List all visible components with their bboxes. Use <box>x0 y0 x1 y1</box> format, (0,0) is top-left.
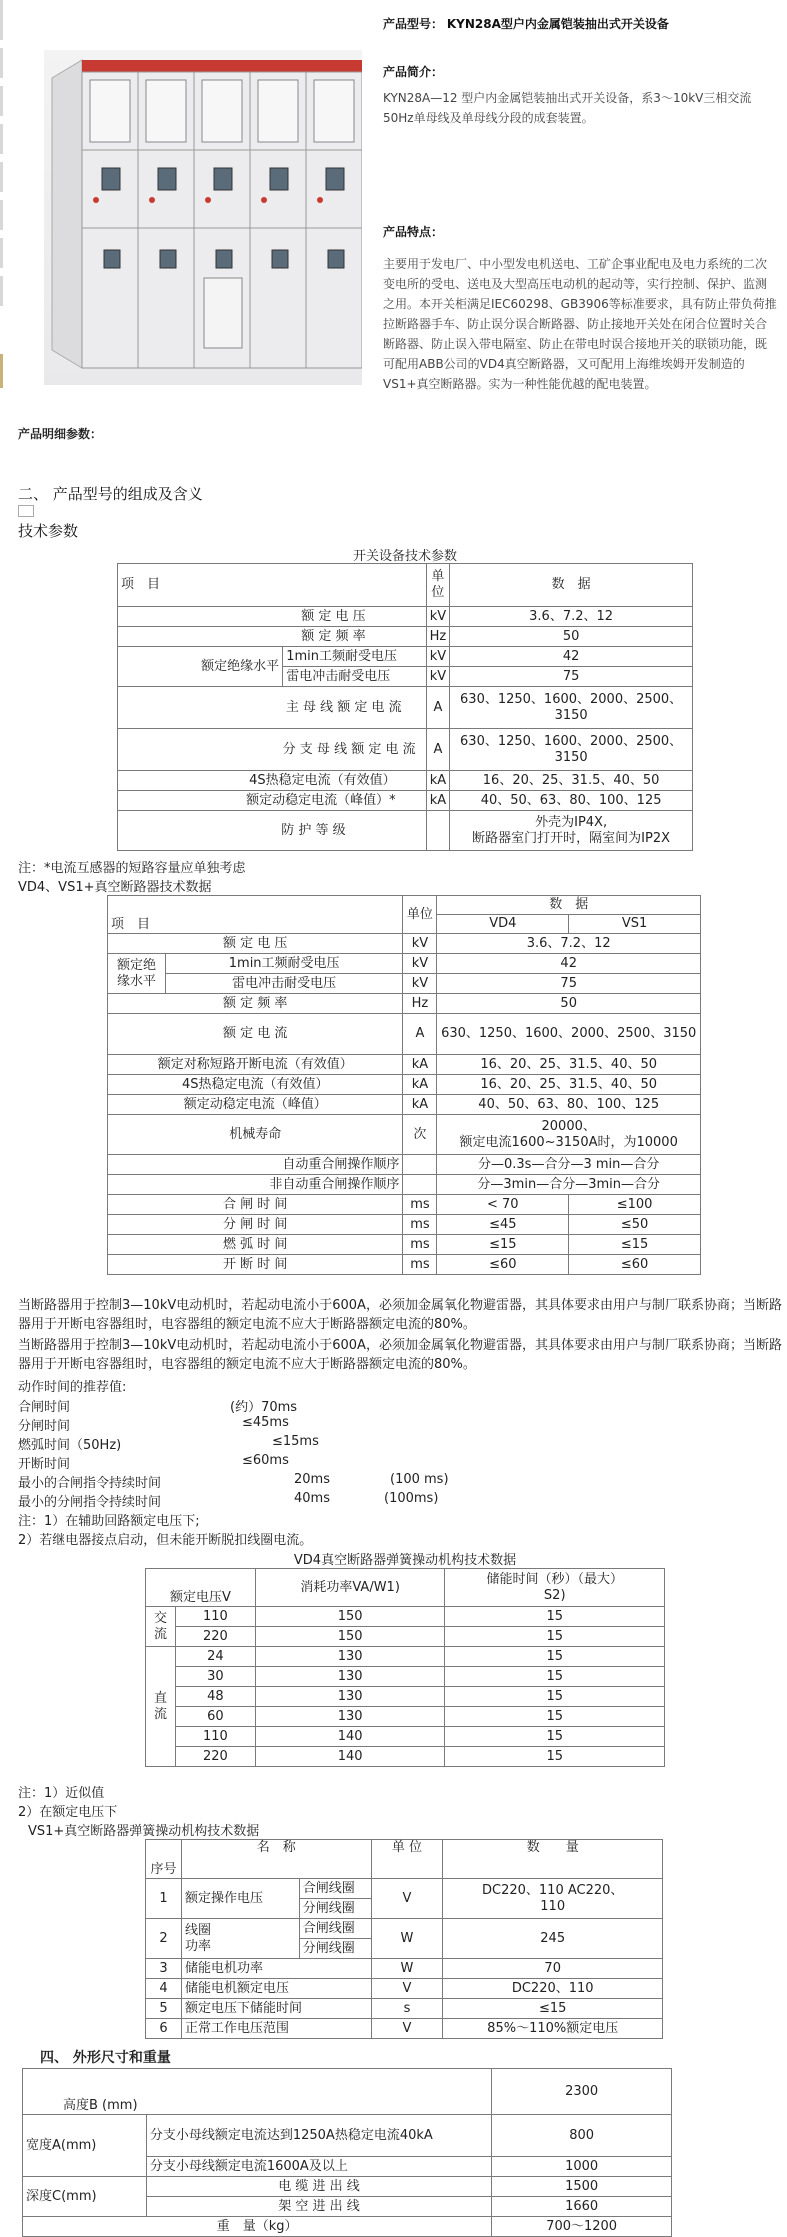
table-row: 30 130 15 <box>146 1667 665 1687</box>
model-value: KYN28A型户内金属铠装抽出式开关设备 <box>446 17 669 31</box>
tech-heading: 技术参数 <box>18 522 79 540</box>
features-text: 主要用于发电厂、中小型发电机送电、工矿企事业配电及电力系统的二次变电所的受电、送电及大型高压电动机的起动等，实行控制、保护、监测之用。本开关柜满足IEC60298、GB3906等标准要求，具有防止带负荷推拉断路器手车、防止误分误合断路器、防止接地开关处在闭合位置时关合断路器、防止误入带电隔室、防止在带电时误合接地开关的联锁功能，既可配用ABB公司的VD4真空断路器，又可配用上海维埃姆开发制造的VS1+真空断路器。实为一种性能优越的配电装置。 <box>383 257 777 391</box>
table-row: 额 定 频 率 Hz 50 <box>108 994 701 1014</box>
table-row: 燃 弧 时 间 ms ≤15 ≤15 <box>108 1235 701 1255</box>
table-row: 项 目 单位 数 据 <box>108 896 701 915</box>
table-row: 深度C(mm) 电 缆 进 出 线 1500 <box>23 2177 672 2197</box>
note-paragraph: 当断路器用于控制3—10kV电动机时，若起动电流小于600A，必须加金属氧化物避雷器，其具体要求由用户与制厂联系协商；当断路器用于开断电容器组时，电容器组的额定电流不应大于断路器额定电流的80%。 <box>18 1338 782 1372</box>
table-row: 分闸线圈 <box>146 1939 663 1959</box>
table-row: 2 线圈 功率 合闸线圈 W 245 <box>146 1919 663 1939</box>
close-time-value: (约）70ms <box>230 1400 298 1415</box>
table-row: 3 储能电机功率 W 70 <box>146 1959 663 1979</box>
table-row: VD4 VS1 <box>108 915 701 934</box>
header-item: 项 目 <box>118 564 427 607</box>
min-close-value-alt: (100 ms) <box>390 1472 449 1487</box>
table-row: 分闸线圈 <box>146 1899 663 1919</box>
min-close-value: 20ms <box>294 1472 330 1487</box>
features-label: 产品特点： <box>383 225 444 239</box>
left-gutter-mark <box>0 48 3 78</box>
left-gutter-mark <box>0 354 3 388</box>
table-row: 额 定 电 流 A 630、1250、1600、2000、2500、3150 <box>108 1014 701 1055</box>
left-gutter-mark <box>0 124 3 154</box>
note-paragraph: 当断路器用于控制3—10kV电动机时，若起动电流小于600A，必须加金属氧化物避雷器，其具体要求由用户与制厂联系协商；当断路器用于开断电容器组时，电容器组的额定电流不应大于断路器额定电流的80%。 <box>18 1298 782 1332</box>
detail-label: 产品明细参数： <box>18 427 103 441</box>
table-row: 5 额定电压下储能时间 s ≤15 <box>146 1999 663 2019</box>
left-gutter-mark <box>0 238 3 268</box>
header-data: 数 据 <box>450 564 693 607</box>
model-line <box>383 14 778 34</box>
open-time-value: ≤45ms <box>242 1415 289 1430</box>
table-row: 1 额定操作电压 合闸线圈 V DC220、110 AC220、 110 <box>146 1879 663 1899</box>
left-gutter-mark <box>0 276 3 306</box>
min-open-value-alt: (100ms) <box>384 1491 439 1506</box>
table-row: 额定对称短路开断电流（有效值） kA 16、20、25、31.5、40、50 <box>108 1055 701 1075</box>
table-row: 220 150 15 <box>146 1627 665 1647</box>
intro-text: KYN28A—12 型户内金属铠装抽出式开关设备，系3～10kV三相交流50Hz单母线及单母线分段的成套装置。 <box>383 91 752 125</box>
section-heading: 二、 产品型号的组成及含义 <box>18 485 203 503</box>
table-row: 自动重合闸操作顺序 分—0.3s—合分—3 min—合分 <box>108 1155 701 1175</box>
section4-heading: 四、 外形尺寸和重量 <box>40 2050 171 2066</box>
table-row: 额 定 电 压 kV 3.6、7.2、12 <box>108 934 701 954</box>
min-open-value: 40ms <box>294 1491 330 1506</box>
table-row: 4S热稳定电流（有效值） kA 16、20、25、31.5、40、50 <box>108 1075 701 1095</box>
table-row: 序号 名 称 单 位 数 量 <box>146 1840 663 1879</box>
note-line: 2）若继电器接点启动，但未能开断脱扣线圈电流。 <box>18 1533 313 1548</box>
table-row <box>118 564 693 607</box>
product-image <box>44 50 362 385</box>
switchgear-spec-table <box>117 563 693 851</box>
table-row: 宽度A(mm) 分支小母线额定电流达到1250A热稳定电流40kA 800 <box>23 2115 672 2157</box>
close-time-label: 合闸时间 <box>18 1400 71 1415</box>
min-close-label: 最小的合闸指令持续时间 <box>18 1476 162 1491</box>
table-row: 110 140 15 <box>146 1727 665 1747</box>
table-row: 机械寿命 次 20000、 额定电流1600~3150A时，为10000 <box>108 1115 701 1155</box>
table-row: 额定电压V 消耗功率VA/W1) 储能时间（秒）（最大） S2) <box>146 1569 665 1607</box>
breaker-spec-table <box>107 895 701 1275</box>
table1-caption: 开关设备技术参数 <box>352 549 457 564</box>
table-row: 额定绝缘水平 1min工频耐受电压 kV 42 <box>118 647 693 667</box>
table-row: 分 支 母 线 额 定 电 流 A 630、1250、1600、2000、2500、3150 <box>118 729 693 771</box>
table-row: 防 护 等 级 外壳为IP4X, 断路器室门打开时，隔室间为IP2X <box>118 811 693 851</box>
table3-note: 2）在额定电压下 <box>18 1805 118 1820</box>
table-row: 分 闸 时 间 ms ≤45 ≤50 <box>108 1215 701 1235</box>
left-gutter-mark <box>0 162 3 192</box>
table-row: 雷电冲击耐受电压 kV 75 <box>118 667 693 687</box>
table-row: 架 空 进 出 线 1660 <box>23 2197 672 2217</box>
table-row: 4S热稳定电流（有效值） kA 16、20、25、31.5、40、50 <box>118 771 693 791</box>
table-row: 额定动稳定电流（峰值） kA 40、50、63、80、100、125 <box>108 1095 701 1115</box>
table-row: 非自动重合闸操作顺序 分—3min—合分—3min—合分 <box>108 1175 701 1195</box>
table4-caption: VS1+真空断路器弹簧操动机构技术数据 <box>28 1824 260 1839</box>
table-row: 高度B (mm) 2300 <box>23 2069 672 2115</box>
table-row: 雷电冲击耐受电压 kV 75 <box>108 974 701 994</box>
table-row: 额 定 电 压 kV 3.6、7.2、12 <box>118 607 693 627</box>
table-row: 60 130 15 <box>146 1707 665 1727</box>
min-open-label: 最小的分闸指令持续时间 <box>18 1495 162 1510</box>
model-label: 产品型号： <box>383 17 444 31</box>
left-gutter-mark <box>0 200 3 230</box>
table-row: 额定绝缘水平 1min工频耐受电压 kV 42 <box>108 954 701 974</box>
table-row: 额定动稳定电流（峰值）* kA 40、50、63、80、100、125 <box>118 791 693 811</box>
table-row: 交 流 110 150 15 <box>146 1607 665 1627</box>
switchgear-illustration <box>44 50 362 385</box>
table2-caption: VD4、VS1+真空断路器技术数据 <box>18 880 212 895</box>
header-unit: 单位 <box>426 564 450 607</box>
table-row: 开 断 时 间 ms ≤60 ≤60 <box>108 1255 701 1275</box>
break-time-value: ≤60ms <box>242 1453 289 1468</box>
arc-time-label: 燃弧时间（50Hz) <box>18 1438 122 1453</box>
table-row: 额 定 频 率 Hz 50 <box>118 627 693 647</box>
intro-label: 产品简介： <box>383 65 444 79</box>
vd4-mechanism-table <box>145 1568 665 1767</box>
table1-note: 注：*电流互感器的短路容量应单独考虑 <box>18 861 246 876</box>
open-time-label: 分闸时间 <box>18 1419 71 1434</box>
table3-caption: VD4真空断路器弹簧操动机构技术数据 <box>293 1553 517 1568</box>
table-row: 48 130 15 <box>146 1687 665 1707</box>
table-row: 分支小母线额定电流1600A及以上 1000 <box>23 2157 672 2177</box>
dimension-table <box>22 2068 672 2237</box>
table-row: 6 正常工作电压范围 V 85%～110%额定电压 <box>146 2019 663 2039</box>
action-time-title: 动作时间的推荐值: <box>18 1380 127 1395</box>
table-row: 主 母 线 额 定 电 流 A 630、1250、1600、2000、2500、3150 <box>118 687 693 729</box>
arc-time-value: ≤15ms <box>272 1434 319 1449</box>
vs1-mechanism-table <box>145 1839 663 2039</box>
note-line: 注：1）在辅助回路额定电压下; <box>18 1514 200 1529</box>
table-row: 直 流 24 130 15 <box>146 1647 665 1667</box>
left-gutter-mark <box>0 86 3 116</box>
table3-note: 注：1）近似值 <box>18 1786 105 1801</box>
break-time-label: 开断时间 <box>18 1457 71 1472</box>
table-row: 4 储能电机额定电压 V DC220、110 <box>146 1979 663 1999</box>
table-row: 重 量（kg） 700～1200 <box>23 2217 672 2237</box>
table-row: 220 140 15 <box>146 1747 665 1767</box>
broken-image-icon <box>18 505 34 517</box>
table-row: 合 闸 时 间 ms < 70 ≤100 <box>108 1195 701 1215</box>
left-gutter-mark <box>0 0 3 40</box>
